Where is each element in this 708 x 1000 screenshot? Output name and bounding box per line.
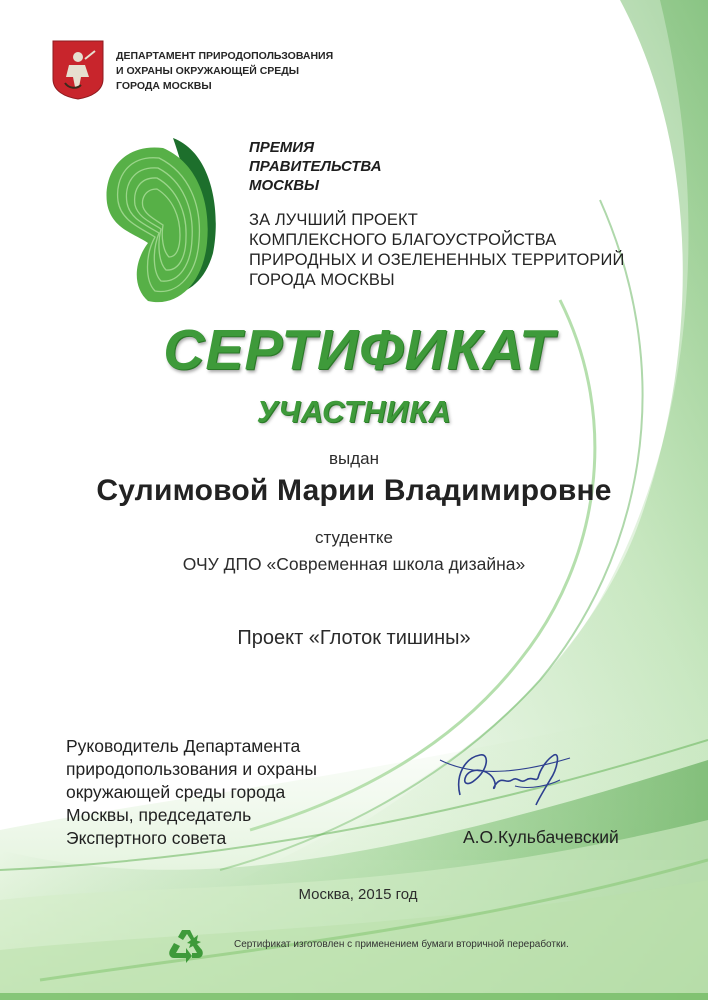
moscow-coat-of-arms-icon — [51, 39, 105, 101]
department-line: ДЕПАРТАМЕНТ ПРИРОДОПОЛЬЗОВАНИЯ — [116, 50, 334, 62]
department-line: ГОРОДА МОСКВЫ — [116, 80, 212, 92]
project-name: Проект «Глоток тишины» — [237, 627, 471, 649]
contest-line: ГОРОДА МОСКВЫ — [249, 271, 395, 289]
prize-line: ПРАВИТЕЛЬСТВА — [249, 158, 382, 175]
signatory-position — [66, 735, 366, 850]
prize-line: ПРЕМИЯ — [249, 139, 315, 156]
contest-line: КОМПЛЕКСНОГО БЛАГОУСТРОЙСТВА — [249, 231, 557, 249]
prize-title — [249, 138, 549, 195]
signature — [420, 740, 580, 810]
place-and-year: Москва, 2015 год — [298, 886, 418, 903]
school-name: ОЧУ ДПО «Современная школа дизайна» — [182, 554, 526, 574]
contest-line: ПРИРОДНЫХ И ОЗЕЛЕНЕННЫХ ТЕРРИТОРИЙ — [249, 251, 625, 269]
department-line: И ОХРАНЫ ОКРУЖАЮЩЕЙ СРЕДЫ — [116, 65, 300, 77]
recipient-name: Сулимовой Марии Владимировне — [96, 474, 612, 507]
recipient-role: студентке — [314, 528, 394, 547]
position-line: Москвы, председатель — [66, 805, 252, 825]
department-name — [116, 49, 376, 94]
position-line: окружающей среды города — [66, 782, 286, 802]
prize-line: МОСКВЫ — [249, 177, 320, 194]
leaf-logo-icon — [103, 133, 228, 308]
position-line: Экспертного совета — [66, 828, 227, 848]
certificate-title: СЕРТИФИКАТ — [163, 318, 555, 382]
recycled-paper-note: Сертификат изготовлен с применением бумаги вторичной переработки. — [234, 939, 569, 950]
signatory-name: А.О.Кульбачевский — [463, 827, 619, 847]
contest-line: ЗА ЛУЧШИЙ ПРОЕКТ — [249, 211, 418, 229]
position-line: природопользования и охраны — [66, 759, 317, 779]
issued-label: выдан — [328, 449, 379, 468]
position-line: Руководитель Департамента — [66, 736, 301, 756]
certificate-subtitle: УЧАСТНИКА — [256, 394, 452, 429]
recycle-icon — [166, 926, 206, 964]
contest-title — [249, 210, 669, 290]
